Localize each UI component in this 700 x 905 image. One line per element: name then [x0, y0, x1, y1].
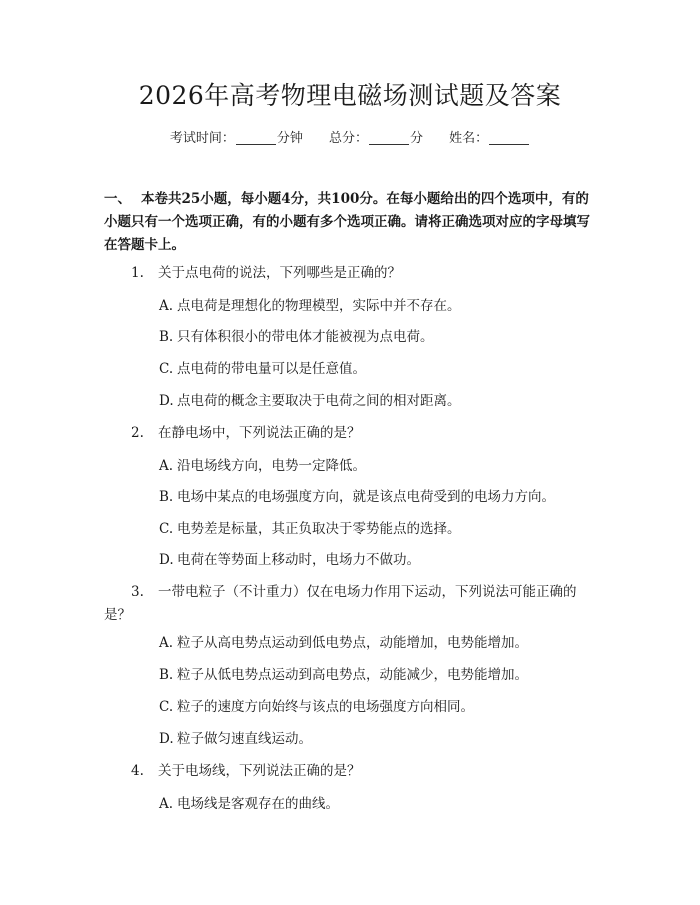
exam-info-line — [0, 129, 700, 149]
question-text: 关于电场线，下列说法正确的是？ — [158, 763, 361, 779]
option-text: 粒子从高电势点运动到低电势点，动能增加，电势能增加。 — [177, 635, 528, 651]
question-2-option-d — [159, 550, 599, 570]
question-1-option-a — [159, 296, 599, 316]
option-label: C. — [159, 699, 174, 715]
time-unit: 分钟 — [276, 131, 303, 146]
option-label: A. — [159, 796, 174, 812]
option-text: 点电荷的概念主要取决于电荷之间的相对距离。 — [177, 393, 461, 409]
question-number: 4. — [131, 763, 144, 779]
name-label: 姓名： — [449, 131, 489, 146]
option-text: 点电荷是理想化的物理模型，实际中并不存在。 — [177, 298, 461, 314]
section-text: 本卷共25小题，每小题4分，共100分。在每小题给出的四个选项中，有的小题只有一个选项正确，有的小题有多个选项正确。请将正确选项对应的字母填写在答题卡上。 — [104, 191, 590, 253]
option-text: 电荷在等势面上移动时，电场力不做功。 — [177, 552, 420, 568]
question-text: 关于点电荷的说法，下列哪些是正确的？ — [158, 265, 401, 281]
question-1-option-d — [159, 391, 599, 411]
option-text: 粒子从低电势点运动到高电势点，动能减少，电势能增加。 — [177, 667, 528, 683]
page-title: 2026年高考物理电磁场测试题及答案 — [138, 81, 562, 110]
total-score-field — [329, 129, 423, 149]
option-label: B. — [159, 489, 174, 505]
question-1 — [104, 262, 596, 285]
question-3-option-c — [159, 697, 599, 717]
question-2-option-c — [159, 519, 599, 539]
option-text: 电势差是标量，其正负取决于零势能点的选择。 — [177, 521, 461, 537]
option-label: D. — [159, 393, 174, 409]
exam-time-field — [170, 129, 303, 149]
option-label: A. — [159, 458, 174, 474]
question-3 — [104, 581, 596, 627]
question-3-option-d — [159, 729, 599, 749]
question-number: 1. — [131, 265, 144, 281]
question-number: 3. — [131, 584, 144, 600]
option-label: A. — [159, 635, 174, 651]
question-1-option-c — [159, 359, 599, 379]
name-blank — [489, 130, 529, 145]
option-text: 电场线是客观存在的曲线。 — [177, 796, 339, 812]
question-2-option-b — [159, 487, 599, 507]
option-text: 沿电场线方向，电势一定降低。 — [177, 458, 366, 474]
option-text: 粒子做匀速直线运动。 — [177, 731, 312, 747]
question-number: 2. — [131, 425, 144, 441]
question-text: 在静电场中，下列说法正确的是？ — [158, 425, 361, 441]
section-instructions — [104, 188, 596, 257]
option-label: B. — [159, 667, 174, 683]
question-4 — [104, 760, 596, 783]
section-number: 一、 — [104, 191, 131, 207]
score-label: 总分： — [328, 131, 368, 146]
question-3-option-b — [159, 665, 599, 685]
option-label: C. — [159, 361, 174, 377]
question-4-option-a — [159, 794, 599, 814]
option-text: 电场中某点的电场强度方向，就是该点电荷受到的电场力方向。 — [177, 489, 555, 505]
option-text: 粒子的速度方向始终与该点的电场强度方向相同。 — [177, 699, 474, 715]
question-2-option-a — [159, 456, 599, 476]
score-unit: 分 — [410, 131, 424, 146]
question-1-option-b — [159, 327, 599, 347]
question-2 — [104, 422, 596, 445]
student-name-field — [449, 129, 530, 149]
option-label: D. — [159, 552, 174, 568]
option-text: 只有体积很小的带电体才能被视为点电荷。 — [177, 329, 434, 345]
option-label: B. — [159, 329, 174, 345]
time-blank — [236, 130, 276, 145]
option-label: A. — [159, 298, 174, 314]
question-text: 一带电粒子（不计重力）仅在电场力作用下运动，下列说法可能正确的是？ — [104, 584, 577, 623]
option-label: D. — [159, 731, 174, 747]
time-label: 考试时间： — [169, 131, 235, 146]
option-text: 点电荷的带电量可以是任意值。 — [177, 361, 366, 377]
question-3-option-a — [159, 633, 599, 653]
option-label: C. — [159, 521, 174, 537]
score-blank — [369, 130, 409, 145]
